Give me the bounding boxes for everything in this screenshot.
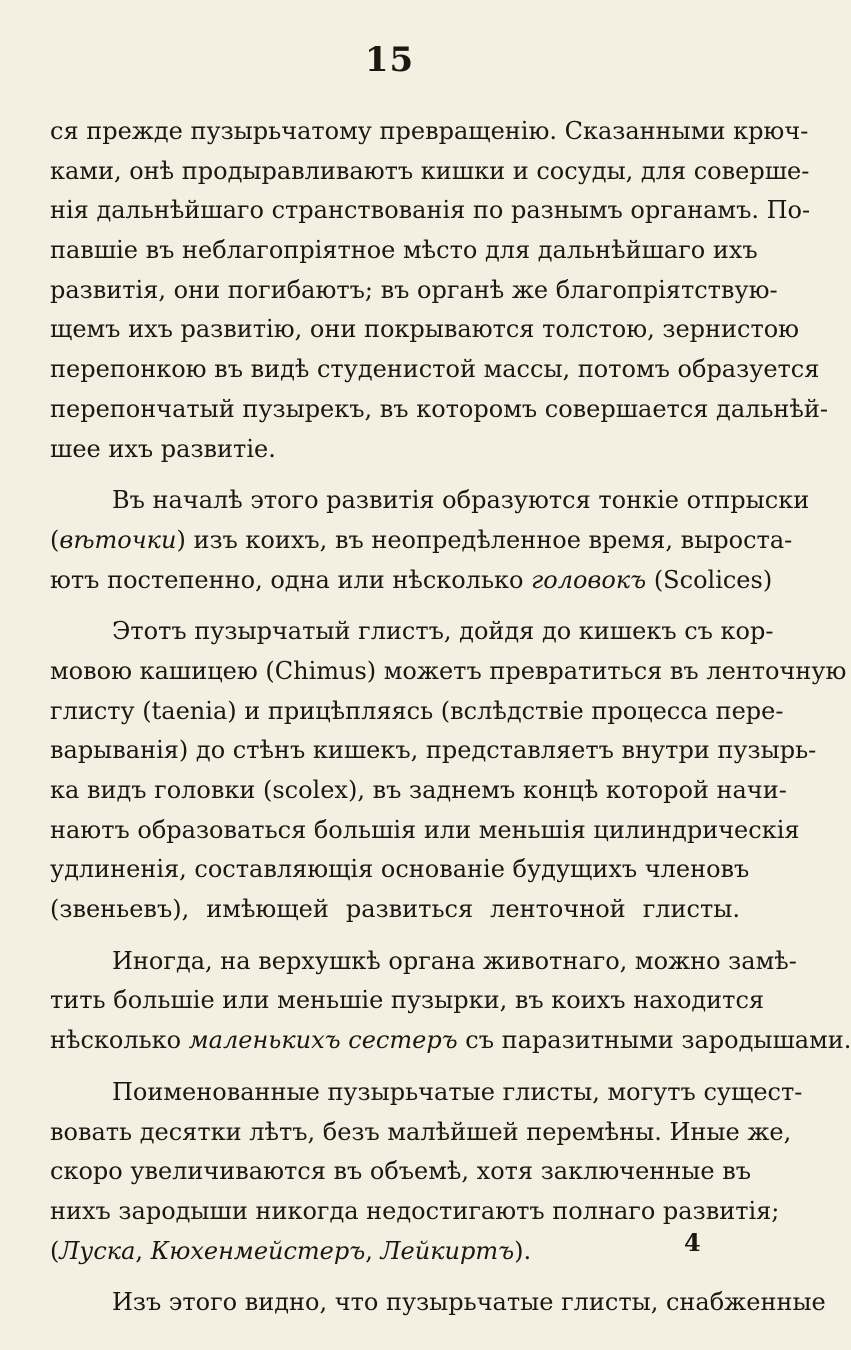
- text-segment: Изъ этого видно, что пузырьчатые глисты, снабженные: [112, 1288, 826, 1317]
- text-line: [50, 430, 740, 470]
- text-line: [50, 811, 800, 851]
- text-line: [50, 612, 774, 652]
- italic-term: вѣточки: [59, 525, 177, 554]
- text-line: [50, 850, 750, 890]
- text-segment: варыванія) до стѣнъ кишекъ, представляетъ внутри пузырь-: [50, 736, 817, 765]
- text-segment: ками, онѣ продыравливаютъ кишки и сосуды, для соверше-: [50, 156, 810, 185]
- text-line: [50, 481, 810, 521]
- text-segment: наютъ образоваться большія или меньшія цилиндрическія: [50, 815, 800, 844]
- text-line: [50, 1283, 826, 1323]
- text-segment: мовою кашицею (Chimus) можетъ превратиться въ ленточную: [50, 656, 847, 685]
- text-line: [50, 942, 797, 982]
- text-segment: ютъ постепенно, одна или нѣсколько: [50, 565, 532, 594]
- text-segment: нѣсколько: [50, 1026, 189, 1055]
- text-segment: вовать десятки лѣтъ, безъ малѣйшей перемѣны. Иные же,: [50, 1117, 792, 1146]
- text-segment: щемъ ихъ развитію, они покрываются толстою, зернистою: [50, 315, 800, 344]
- paragraph-gap: [50, 930, 740, 942]
- text-line: [50, 692, 784, 732]
- italic-term: Лейкиртъ: [380, 1236, 515, 1265]
- text-segment: Иногда, на верхушкѣ органа животнаго, можно замѣ-: [112, 946, 797, 975]
- text-segment: ,: [135, 1236, 151, 1265]
- text-segment: нія дальнѣйшаго странствованія по разнымъ органамъ. По-: [50, 196, 811, 225]
- signature-mark: 4: [684, 1228, 701, 1257]
- text-segment: ).: [514, 1236, 532, 1265]
- text-segment: перепончатый пузырекъ, въ которомъ совершается дальнѣй-: [50, 394, 829, 423]
- text-segment: шее ихъ развитіе.: [50, 434, 276, 463]
- italic-term: маленькихъ сестеръ: [188, 1026, 458, 1055]
- text-line: [50, 521, 793, 561]
- text-line: [50, 652, 847, 692]
- text-segment: перепонкою въ видѣ студенистой массы, потомъ образуется: [50, 355, 820, 384]
- text-line: [50, 310, 800, 350]
- text-segment: Поименованные пузырьчатые глисты, могутъ сущест-: [112, 1077, 803, 1106]
- text-line: [50, 390, 829, 430]
- text-line: [50, 1152, 752, 1192]
- italic-term: головокъ: [531, 565, 647, 594]
- paragraph-gap: [50, 469, 740, 481]
- text-line: [50, 1232, 740, 1272]
- text-line: [50, 1113, 792, 1153]
- paragraph-gap: [50, 1061, 740, 1073]
- italic-term: Луска: [59, 1236, 136, 1265]
- text-segment: павшіе въ неблагопріятное мѣсто для дальнѣйшаго ихъ: [50, 236, 758, 265]
- text-segment: развитія, они погибаютъ; въ органѣ же благопріятствую-: [50, 275, 778, 304]
- text-segment: (Scolices): [646, 565, 773, 594]
- text-segment: (: [50, 1236, 60, 1265]
- text-segment: тить большіе или меньшіе пузырки, въ коихъ находится: [50, 986, 765, 1015]
- text-line: [50, 191, 811, 231]
- text-segment: удлиненія, составляющія основаніе будущихъ членовъ: [50, 855, 750, 884]
- text-line: [50, 152, 810, 192]
- text-line: [50, 890, 740, 930]
- text-segment: Этотъ пузырчатый глистъ, дойдя до кишекъ съ кор-: [112, 617, 774, 646]
- text-segment: ся прежде пузырьчатому превращенію. Сказанными крюч-: [50, 117, 809, 145]
- text-segment: съ паразитными зародышами.: [457, 1026, 851, 1055]
- text-segment: глисту (taenia) и прицѣпляясь (вслѣдствіе процесса пере-: [50, 696, 784, 725]
- text-line: [50, 1192, 780, 1232]
- text-line: [50, 1073, 803, 1113]
- italic-term: Кюхенмейстеръ: [150, 1236, 366, 1265]
- text-line: [50, 731, 817, 771]
- text-segment: ка видъ головки (scolex), въ заднемъ концѣ которой начи-: [50, 776, 787, 804]
- text-line: [50, 981, 765, 1021]
- text-segment: ) изъ коихъ, въ неопредѣленное время, выроста-: [176, 525, 793, 554]
- text-line: [50, 771, 787, 811]
- text-segment: ,: [365, 1236, 381, 1265]
- text-segment: (: [50, 525, 60, 554]
- text-line: [50, 561, 773, 601]
- text-line: [50, 350, 820, 390]
- text-line: [50, 1021, 851, 1061]
- page-number: 15: [364, 40, 415, 80]
- text-line: [50, 231, 758, 271]
- body-text: [50, 112, 851, 1323]
- text-segment: (звеньевъ), имѣющей развиться ленточной глисты.: [50, 895, 740, 924]
- text-segment: нихъ зародыши никогда недостигаютъ полнаго развитія;: [50, 1196, 780, 1225]
- paragraph-gap: [50, 600, 740, 612]
- text-line: [50, 112, 809, 152]
- paragraph-gap: [50, 1271, 740, 1283]
- text-segment: скоро увеличиваются въ объемѣ, хотя заключенные въ: [50, 1157, 752, 1186]
- text-line: [50, 271, 778, 311]
- text-segment: Въ началѣ этого развитія образуются тонкіе отпрыски: [112, 486, 810, 515]
